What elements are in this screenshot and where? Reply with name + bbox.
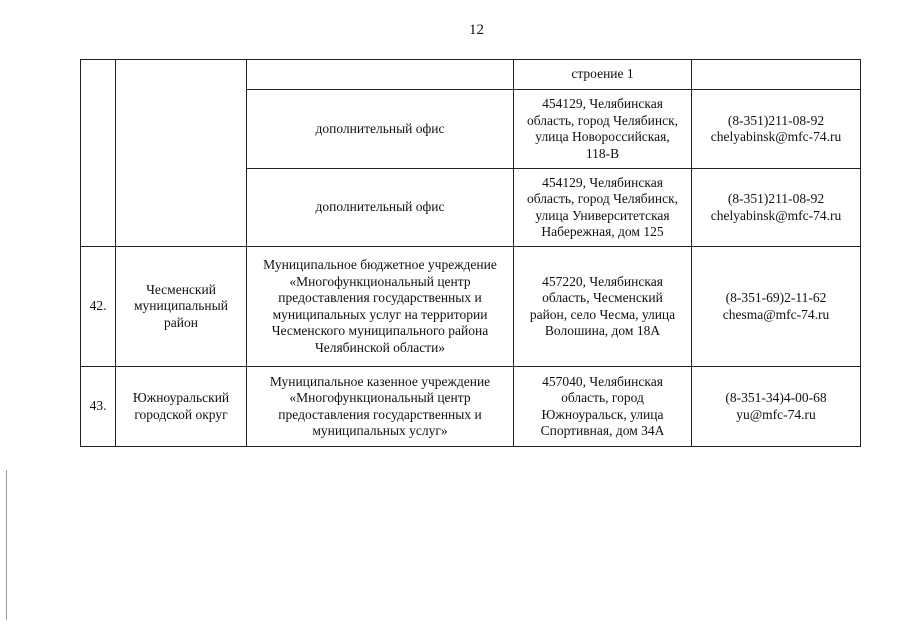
margin-rule (6, 470, 7, 620)
mfc-office-table (80, 59, 861, 447)
address-cell (514, 60, 692, 90)
email-address: yu@mfc-74.ru (736, 406, 816, 422)
address-line: Набережная, дом 125 (541, 224, 664, 239)
row-number-cell (81, 60, 116, 247)
org-cell (247, 90, 514, 169)
org-cell (247, 60, 514, 90)
address-line: 457220, Челябинская (542, 273, 663, 289)
org-line: «Многофункциональный центр (289, 273, 471, 289)
district-cell (116, 247, 247, 367)
org-line: «Многофункциональный центр (289, 390, 471, 405)
address-line: область, город (561, 390, 644, 405)
address-line: 454129, Челябинская (542, 174, 663, 190)
org-line: Муниципальное казенное учреждение (269, 373, 491, 389)
phone-number: (8-351)211-08-92 (727, 112, 825, 128)
address-cell (514, 247, 692, 367)
org-name: дополнительный офис (315, 199, 445, 215)
org-line: Чесменского муниципального района (271, 323, 489, 338)
org-line: предоставления государственных и (278, 290, 482, 305)
address-line: Спортивная, дом 34А (540, 423, 665, 438)
table-row (81, 367, 861, 447)
table-row (81, 60, 861, 90)
contact-cell (692, 247, 861, 367)
org-cell (247, 169, 514, 247)
contact-cell (692, 367, 861, 447)
row-number-cell (81, 367, 116, 447)
address-line: Волошина, дом 18А (544, 323, 661, 338)
contact-cell (692, 90, 861, 169)
address-cell (514, 367, 692, 447)
district-line: муниципальный (134, 298, 228, 314)
contact-cell (692, 169, 861, 247)
phone-number: (8-351-69)2-11-62 (725, 290, 827, 305)
district-cell (116, 367, 247, 447)
org-cell (247, 367, 514, 447)
row-number: 42. (89, 298, 107, 314)
district-line: район (164, 314, 198, 330)
address-cell (514, 169, 692, 247)
contact-cell (692, 60, 861, 90)
org-cell (247, 247, 514, 367)
address-line: область, город Челябинск, (526, 112, 679, 128)
table-row (81, 247, 861, 367)
address-line: район, село Чесма, улица (529, 306, 676, 322)
org-line: Челябинской области» (314, 339, 446, 355)
page-number: 12 (469, 22, 484, 38)
row-number-cell (81, 247, 116, 367)
row-number: 43. (89, 398, 107, 414)
address-cell (514, 90, 692, 169)
address-line: улица Университетская (535, 207, 670, 223)
address-line: строение 1 (571, 66, 634, 82)
phone-number: (8-351)211-08-92 (727, 191, 825, 206)
email-address: chesma@mfc-74.ru (722, 306, 830, 322)
address-line: Южноуральск, улица (541, 406, 664, 422)
org-name: дополнительный офис (315, 120, 445, 136)
org-line: муниципальных услуг» (312, 423, 448, 438)
address-line: 454129, Челябинская (542, 96, 663, 111)
org-line: муниципальных услуг на территории (272, 306, 488, 322)
district-line: Чесменский (146, 281, 216, 297)
address-line: 457040, Челябинская (542, 373, 663, 389)
district-cell (116, 60, 247, 247)
district-line: городской округ (134, 406, 228, 422)
email-address: chelyabinsk@mfc-74.ru (710, 129, 842, 144)
phone-number: (8-351-34)4-00-68 (725, 390, 827, 405)
district-line: Южноуральский (132, 390, 230, 405)
org-line: Муниципальное бюджетное учреждение (263, 257, 497, 272)
org-line: предоставления государственных и (278, 406, 482, 422)
email-address: chelyabinsk@mfc-74.ru (710, 207, 842, 223)
address-line: 118-В (585, 145, 620, 161)
address-line: область, Чесменский (542, 290, 663, 305)
address-line: улица Новороссийская, (535, 129, 670, 144)
address-line: область, город Челябинск, (526, 191, 679, 206)
